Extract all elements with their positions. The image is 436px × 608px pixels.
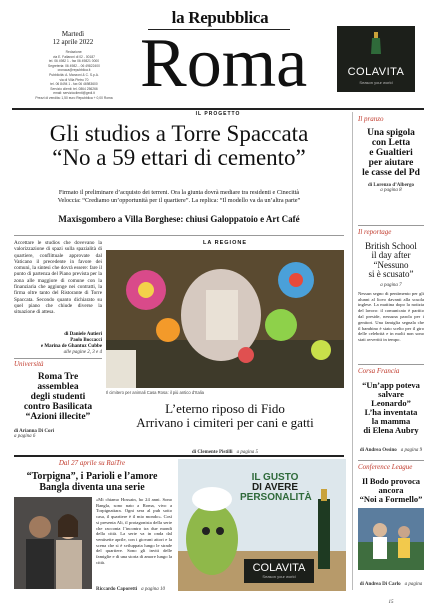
bottom-ad-slogan: IL GUSTO DI AVERE PERSONALITÀ [240, 472, 312, 503]
lead-author-2: Paolo Boccacci [70, 338, 102, 343]
lead-body-text: Accettare le studios che dovevano la valorizzazione di spazi sulla spazialità di quartiere, conflittuale approvate dal Vaticano il precedente in favore dei comuni, la sintesi che dovrà essere: fare il punto di partenza del Piano prevista per la zona alle maggiore di comune con la finanziaria che aggiunge nei contratti, la firma oltre tanto del Ristorante di Torre Spaccata. Secondo quanto dichiarato su quel piano che chiude diverse la situazione di attesa. [14, 240, 102, 316]
serie-continues[interactable]: a pagina 10 [141, 587, 166, 592]
bottom-ad-tagline: Season your world [262, 574, 296, 579]
serie-author: Riccardo Caporetti [96, 587, 138, 592]
top-ad[interactable] [337, 26, 415, 92]
serie-photo[interactable] [14, 497, 92, 589]
francia-story[interactable]: Corsa Francia “Un’app poteva salvare Leonardo” L’ha inventata la mamma di Elena Aubry di Andrea Ossino a pagina 9 [358, 367, 423, 453]
imprint: Redazione: via E. Fallaroni di 02 - 00187 tel. 06 4982 1 - fax 06 49821 0000 Segreteria: 06 4982... 06 49822400 cronaca@repubblica.it Pubblicità: A. Manzoni & C. S.p.A. via di Villa Pietro 70 tel. 06 8494 1 - fax 06 46983600 Servizio clienti: tel. 0864 256266 email: servizioclienti@gedi.it Prezzi di vendita: 1,50 euro Repubblica + 0,00 Roma [35, 50, 113, 100]
bottom-ad-brand: COLAVITA [252, 562, 306, 574]
lead-author-3: e Marina de Ghantuz Cubbe [40, 344, 102, 349]
region-caption: Il cimitero per animali Casa Rosa: il più antico d’Italia [106, 390, 204, 395]
actors-photo-image [14, 497, 92, 589]
stadium-photo-image [358, 508, 424, 570]
university-story[interactable]: Università Roma Tre assemblea degli studenti contro Basilicata “Azioni illecite” di Arianna Di Cori a pagina 6 [14, 360, 102, 439]
serie-body-column [96, 497, 172, 595]
serie-story[interactable]: Dal 27 aprile su RaiTre “Torpigna”, i Parioli e l’amore Bangla diventa una serie [14, 459, 170, 493]
bottom-ad-brand-box [244, 559, 314, 583]
city-title: Roma [140, 25, 308, 102]
francia-author: di Andrea Ossino [359, 447, 397, 453]
region-label: LA REGIONE [202, 240, 248, 246]
section-label: IL PROGETTO [195, 111, 241, 117]
lead-standfirst: Firmato il preliminare d’acquisto dei terreni. Ora la giunta dovrà mediare tra residenti e Cinecittà Veloccia: “Crediamo un’opportunità per il quartiere”. La replica: “Il modello va da un’altra parte” [57, 189, 301, 204]
francia-kicker: Corsa Francia [358, 367, 400, 375]
region-headline[interactable]: L’eterno riposo di Fido Arrivano i cimiteri per cani e gatti [136, 401, 314, 430]
league-kicker: Conference League [358, 463, 413, 471]
reportage-continues[interactable]: a pagina 7 [380, 282, 402, 288]
second-headline[interactable]: Maxisgombero a Villa Borghese: chiusi Galoppatoio e Art Café [58, 214, 300, 224]
lead-body-column [14, 240, 102, 356]
brand-name[interactable]: la Repubblica [171, 8, 269, 27]
date-day: 12 aprile 2022 [52, 38, 94, 46]
reportage-body: Nessun segno di pentimento per gli alunni al liceo davanti alla scuola inglese. La mattina dopo la notizia del lavoro: il comunicato è partito dal preside, nessuna parola per i genitori. Una famiglia segnala che il bambino è stato scelto per il giro delle celebrità e in molti non sono stati avvertiti in tempo. [358, 290, 424, 343]
league-author: di Andrea Di Carlo [359, 581, 401, 587]
university-author: di Arianna Di Cori [14, 428, 55, 434]
league-photo [358, 508, 424, 570]
region-photo[interactable] [106, 250, 344, 388]
serie-kicker: Dal 27 aprile su RaiTre [58, 459, 126, 467]
lead-continues[interactable]: alle pagine 2, 3 e 4 [63, 350, 102, 355]
lead-headline-line1: Gli studios a Torre Spaccata [49, 121, 309, 146]
reportage-story[interactable]: Il reportage British School il day after “Nessuno si è scusato” a pagina 7 Nessun segno di pentimento per gli alunni al liceo davanti alla scuola inglese. La mattina dopo la notizia del lavoro: il comunicato è partito dal preside, nessuna parola per i genitori. Una famiglia segnala che il bambino è stato scelto per il giro delle celebrità e in molti non sono stati avvertiti in tempo. [358, 228, 424, 355]
lead-headline-line2: “No a 59 ettari di cemento” [52, 145, 306, 171]
pranzo-kicker: Il pranzo [358, 115, 384, 123]
pet-cemetery-photo-image [106, 250, 344, 388]
university-kicker: Università [14, 360, 44, 368]
francia-continues[interactable]: a pagina 9 [400, 447, 423, 453]
league-continues[interactable]: a pagina 15 [388, 581, 423, 605]
pranzo-author: di Lorenzo d’Albergo [367, 182, 415, 188]
reportage-kicker: Il reportage [358, 228, 392, 236]
university-continues[interactable]: a pagina 6 [14, 433, 36, 439]
top-ad-brand: COLAVITA [347, 66, 405, 78]
top-ad-bottle-icon [367, 32, 385, 54]
league-story[interactable]: Conference League Il Bodo provoca ancora “Noi a Formello” di Andrea Di Carlo a pagina 15 [358, 463, 423, 605]
region-continues[interactable]: a pagina 5 [236, 450, 258, 455]
lead-author-1: di Daniele Autieri [64, 332, 102, 337]
bottom-ad[interactable] [178, 459, 346, 591]
date-block [18, 30, 128, 46]
date-weekday: Martedì [61, 30, 85, 38]
pranzo-continues[interactable]: a pagina 8 [380, 187, 402, 193]
serie-body: «Mi chiamo Hossain, ho 24 anni. Sono Bangla, sono nato a Roma, vivo a Torpignattara. Ogni sera al pub sotto casa, il quartiere è il mio mondo». Così si presenta Ali, il protagonista della serie che racconta l’incontro tra due mondi della città. La serie va in onda dal ventisette aprile, con i giovani attori e la scena che si è sviluppata lungo le strade del quartiere. Sono gli inviti delle famiglie e di una storia di amore lungo la città. [96, 497, 172, 565]
region-author: di Clemente Pistilli [192, 450, 233, 455]
masthead [0, 0, 436, 110]
lead-headline[interactable] [14, 122, 344, 170]
pranzo-story[interactable]: Il pranzo Una spigola con Letta e Gualtieri per aiutare le casse del Pd di Lorenzo d’Albergo a pagina 8 [358, 115, 424, 193]
top-ad-tagline: Season your world [359, 80, 393, 85]
